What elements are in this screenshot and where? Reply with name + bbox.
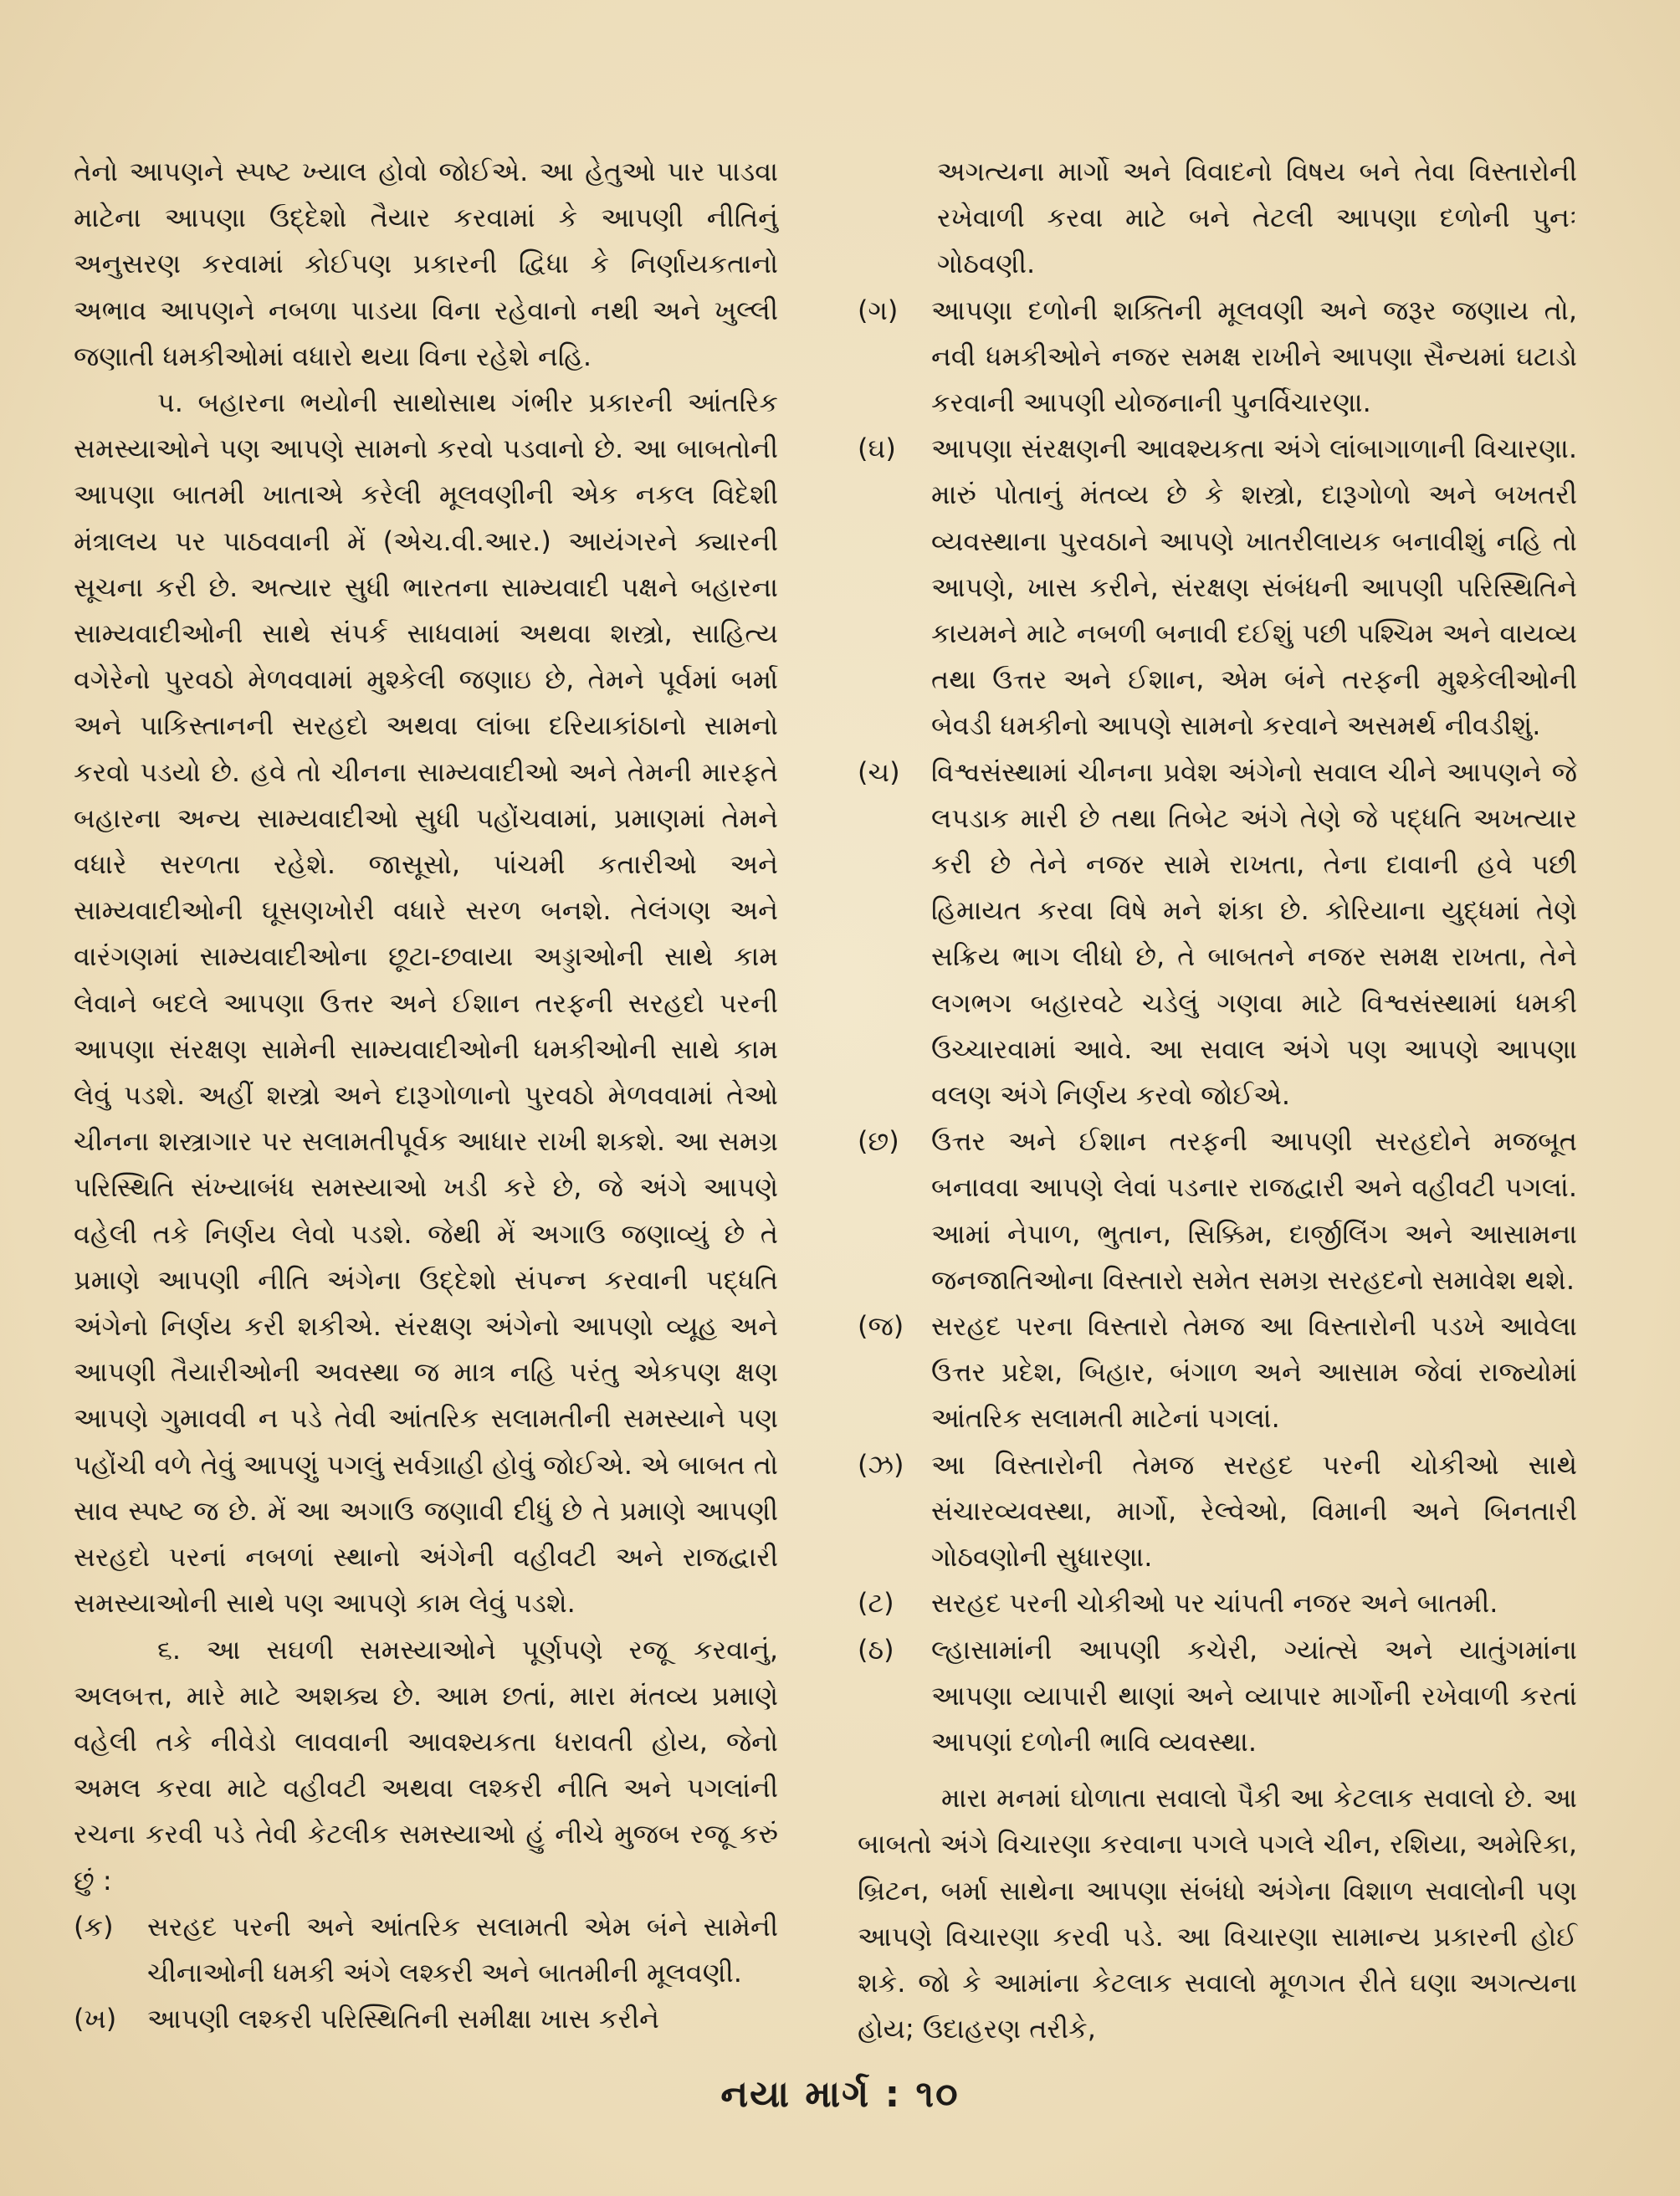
list-item-tha <box>858 1627 1577 1766</box>
list-item-chha <box>858 1118 1577 1303</box>
list-text: આપણી લશ્કરી પરિસ્થિતિની સમીક્ષા ખાસ કરીને <box>147 2003 659 2035</box>
list-item-ja <box>858 1303 1577 1442</box>
list-item-kha <box>74 1996 778 2042</box>
list-marker: (ઠ) <box>858 1633 894 1666</box>
continued-item-text: અગત્યના માર્ગો અને વિવાદનો વિષય બને તેવા વિસ્તારોની રખેવાળી કરવા માટે બને તેટલી આપણા દળોની પુનઃ ગોઠવણી. <box>937 156 1577 280</box>
list-marker: (છ) <box>858 1125 899 1158</box>
list-marker: (ચ) <box>858 755 900 788</box>
list-marker: (ટ) <box>858 1587 894 1620</box>
paragraph-1: તેનો આપણને સ્પષ્ટ ખ્યાલ હોવો જોઈએ. આ હેતુઓ પાર પાડવા માટેના આપણા ઉદ્દેશો તૈયાર કરવામાં કે આપણી નીતિનું અનુસરણ કરવામાં કોઈપણ પ્રકારની દ્વિધા કે નિર્ણાયકતાનો અભાવ આપણને નબળા પાડયા વિના રહેવાનો નથી અને ખુલ્લી જણાતી ધમકીઓમાં વધારો થયા વિના રહેશે નહિ. <box>74 156 778 372</box>
list-item-ta <box>858 1580 1577 1626</box>
list-text: વિશ્વસંસ્થામાં ચીનના પ્રવેશ અંગેનો સવાલ ચીને આપણને જે લપડાક મારી છે તથા તિબેટ અંગે તેણે જે પદ્ધતિ અખત્યાર કરી છે તેને નજર સામે રાખતા, તેના દાવાની હવે પછી હિમાયત કરવા વિષે મને શંકા છે. કોરિયાના યુદ્ધમાં તેણે સક્રિય ભાગ લીધો છે, તે બાબતને નજર સમક્ષ રાખતા, તેને લગભગ બહારવટે ચડેલું ગણવા માટે વિશ્વસંસ્થામાં ધમકી ઉચ્ચારવામાં આવે. આ સવાલ અંગે પણ આપણે આપણા વલણ અંગે નિર્ણય કરવો જોઈએ. <box>931 755 1577 1112</box>
list-text: આપણા દળોની શક્તિની મૂલવણી અને જરૂર જણાય તો, નવી ધમકીઓને નજર સમક્ષ રાખીને આપણા સૈન્યમાં ઘટાડો કરવાની આપણી યોજનાની પુનર્વિચારણા. <box>931 294 1577 419</box>
list-marker: (ક) <box>74 1910 114 1943</box>
list-item-ga <box>858 288 1577 427</box>
paragraph-5: પ. બહારના ભયોની સાથોસાથ ગંભીર પ્રકારની આંતરિક સમસ્યાઓને પણ આપણે સામનો કરવો પડવાનો છે. આ બાબતોની આપણા બાતમી ખાતાએ કરેલી મૂલવણીની એક નકલ વિદેશી મંત્રાલય પર પાઠવવાની મેં (એચ.વી.આર.) આયંગરને ક્યારની સૂચના કરી છે. અત્યાર સુધી ભારતના સામ્યવાદી પક્ષને બહારના સામ્યવાદીઓની સાથે સંપર્ક સાધવામાં અથવા શસ્ત્રો, સાહિત્ય વગેરેનો પુરવઠો મેળવવામાં મુશ્કેલી જણાઇ છે, તેમને પૂર્વમાં બર્મા અને પાકિસ્તાનની સરહદો અથવા લાંબા દરિયાકાંઠાનો સામનો કરવો પડયો છે. હવે તો ચીનના સામ્યવાદીઓ અને તેમની મારફતે બહારના અન્ય સામ્યવાદીઓ સુધી પહોંચવામાં, પ્રમાણમાં તેમને વધારે સરળતા રહેશે. જાસૂસો, પાંચમી કતારીઓ અને સામ્યવાદીઓની ઘૂસણખોરી વધારે સરળ બનશે. તેલંગણ અને વારંગણમાં સામ્યવાદીઓના છૂટા-છવાયા અડ્ડાઓની સાથે કામ લેવાને બદલે આપણા ઉત્તર અને ઈશાન તરફની સરહદો પરની આપણા સંરક્ષણ સામેની સામ્યવાદીઓની ધમકીઓની સાથે કામ લેવું પડશે. અહીં શસ્ત્રો અને દારૂગોળાનો પુરવઠો મેળવવામાં તેઓ ચીનના શસ્ત્રાગાર પર સલામતીપૂર્વક આધાર રાખી શકશે. આ સમગ્ર પરિસ્થિતિ સંખ્યાબંધ સમસ્યાઓ ખડી કરે છે, જે અંગે આપણે વહેલી તકે નિર્ણય લેવો પડશે. જેથી મેં અગાઉ જણાવ્યું છે તે પ્રમાણે આપણી નીતિ અંગેના ઉદ્દેશો સંપન્ન કરવાની પદ્ધતિ અંગેનો નિર્ણય કરી શકીએ. સંરક્ષણ અંગેનો આપણો વ્યૂહ અને આપણી તૈયારીઓની અવસ્થા જ માત્ર નહિ પરંતુ એકપણ ક્ષણ આપણે ગુમાવવી ન પડે તેવી આંતરિક સલામતીની સમસ્યાને પણ પહોંચી વળે તેવું આપણું પગલું સર્વગ્રાહી હોવું જોઈએ. એ બાબત તો સાવ સ્પષ્ટ જ છે. મેં આ અગાઉ જણાવી દીધું છે તે પ્રમાણે આપણી સરહદો પરનાં નબળાં સ્થાનો અંગેની વહીવટી અને રાજદ્વારી સમસ્યાઓની સાથે પણ આપણે કામ લેવું પડશે. <box>74 386 779 1620</box>
paragraph-6: ૬. આ સઘળી સમસ્યાઓને પૂર્ણપણે રજૂ કરવાનું, અલબત્ત, મારે માટે અશક્ય છે. આમ છતાં, મારા મંતવ્ય પ્રમાણે વહેલી તકે નીવેડો લાવવાની આવશ્યકતા ધરાવતી હોય, જેનો અમલ કરવા માટે વહીવટી અથવા લશ્કરી નીતિ અને પગલાંની રચના કરવી પડે તેવી કેટલીક સમસ્યાઓ હું નીચે મુજબ રજૂ કરું છું : <box>74 1633 778 1897</box>
list-text: આ વિસ્તારોની તેમજ સરહદ પરની ચોકીઓ સાથે સંચારવ્યવસ્થા, માર્ગો, રેલ્વેઓ, વિમાની અને બિનતારી ગોઠવણોની સુધારણા. <box>931 1448 1577 1574</box>
list-text: સરહદ પરના વિસ્તારો તેમજ આ વિસ્તારોની પડખે આવેલા ઉત્તર પ્રદેશ, બિહાર, બંગાળ અને આસામ જેવાં રાજ્યોમાં આંતરિક સલામતી માટેનાં પગલાં. <box>931 1310 1577 1435</box>
list-marker: (ઘ) <box>858 433 896 465</box>
list-marker: (જ) <box>858 1310 904 1343</box>
list-item-jha <box>858 1442 1577 1581</box>
list-text: સરહદ પરની અને આંતરિક સલામતી એમ બંને સામેની ચીનાઓની ધમકી અંગે લશ્કરી અને બાતમીની મૂલવણી. <box>147 1910 778 1989</box>
list-text: લ્હાસામાંની આપણી કચેરી, ગ્યાંત્સે અને યાતુંગમાંના આપણા વ્યાપારી થાણાં અને વ્યાપાર માર્ગોની રખેવાળી કરતાં આપણાં દળોની ભાવિ વ્યવસ્થા. <box>931 1633 1577 1758</box>
list-text: સરહદ પરની ચોકીઓ પર ચાંપતી નજર અને બાતમી. <box>931 1587 1498 1620</box>
list-item-cha <box>858 750 1577 1119</box>
list-item-ka <box>74 1904 778 1996</box>
list-marker: (ખ) <box>74 2003 117 2035</box>
list-text: આપણા સંરક્ષણની આવશ્યકતા અંગે લાંબાગાળાની વિચારણા. મારું પોતાનું મંતવ્ય છે કે શસ્ત્રો, દારૂગોળો અને બખતરી વ્યવસ્થાના પુરવઠાને આપણે ખાતરીલાયક બનાવીશું નહિ તો આપણે, ખાસ કરીને, સંરક્ષણ સંબંધની આપણી પરિસ્થિતિને કાયમને માટે નબળી બનાવી દઈશું પછી પશ્ચિમ અને વાયવ્ય તથા ઉત્તર અને ઈશાન, એમ બંને તરફની મુશ્કેલીઓની બેવડી ધમકીનો આપણે સામનો કરવાને અસમર્થ નીવડીશું. <box>931 433 1577 742</box>
page-footer: નયા માર્ગ : ૧૦ <box>720 2073 960 2116</box>
list-marker: (ગ) <box>858 294 899 326</box>
right-column <box>858 149 1577 2052</box>
list-item-gha <box>858 426 1577 749</box>
list-text: ઉત્તર અને ઈશાન તરફની આપણી સરહદોને મજબૂત બનાવવા આપણે લેવાં પડનાર રાજદ્વારી અને વહીવટી પગલાં. આમાં નેપાળ, ભુતાન, સિક્કિમ, દાર્જીલિંગ અને આસામના જનજાતિઓના વિસ્તારો સમેત સમગ્ર સરહદનો સમાવેશ થશે. <box>931 1125 1577 1296</box>
left-column <box>74 149 778 2042</box>
list-marker: (ઝ) <box>858 1448 904 1481</box>
closing-paragraph: મારા મનમાં ઘોળાતા સવાલો પૈકી આ કેટલાક સવાલો છે. આ બાબતો અંગે વિચારણા કરવાના પગલે પગલે ચીન, રશિયા, અમેરિકા, બ્રિટન, બર્મા સાથેના આપણા સંબંધો અંગેના વિશાળ સવાલોની પણ આપણે વિચારણા કરવી પડે. આ વિચારણા સામાન્ય પ્રકારની હોઈ શકે. જો કે આમાંના કેટલાક સવાલો મૂળગત રીતે ઘણા અગત્યના હોય; ઉદાહરણ તરીકે, <box>858 1782 1577 2045</box>
